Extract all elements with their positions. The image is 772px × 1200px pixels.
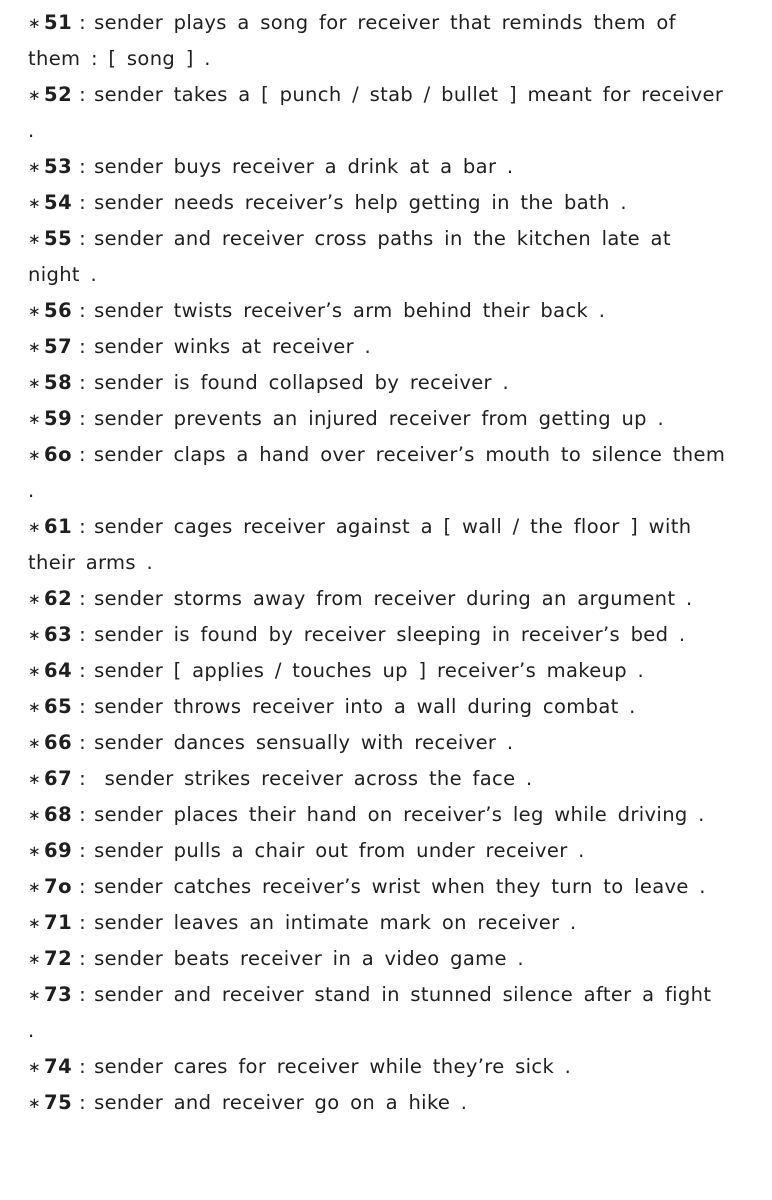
- item-number: 75: [44, 1091, 73, 1114]
- item-text: sender beats receiver in a video game .: [94, 947, 524, 970]
- item-colon: :: [79, 335, 87, 358]
- item-number: 65: [44, 695, 73, 718]
- asterisk-bullet-icon: ∗: [28, 626, 41, 644]
- item-text: sender needs receiver’s help getting in the bath .: [94, 191, 627, 214]
- asterisk-bullet-icon: ∗: [28, 662, 41, 680]
- asterisk-bullet-icon: ∗: [28, 446, 41, 464]
- list-item: [28, 509, 728, 581]
- item-number: 69: [44, 839, 73, 862]
- list-item: [28, 185, 728, 221]
- item-colon: :: [79, 227, 87, 250]
- list-item: [28, 1085, 728, 1121]
- item-number: 68: [44, 803, 73, 826]
- list-item: [28, 761, 728, 797]
- item-text: sender is found by receiver sleeping in receiver’s bed .: [94, 623, 686, 646]
- item-text: sender claps a hand over receiver’s mouth to silence them .: [28, 443, 726, 502]
- asterisk-bullet-icon: ∗: [28, 914, 41, 932]
- asterisk-bullet-icon: ∗: [28, 230, 41, 248]
- item-text: sender and receiver stand in stunned silence after a fight .: [28, 983, 712, 1042]
- list-item: [28, 833, 728, 869]
- asterisk-bullet-icon: ∗: [28, 374, 41, 392]
- asterisk-bullet-icon: ∗: [28, 194, 41, 212]
- list-item: [28, 401, 728, 437]
- asterisk-bullet-icon: ∗: [28, 410, 41, 428]
- item-text: sender places their hand on receiver’s leg while driving .: [94, 803, 705, 826]
- item-number: 58: [44, 371, 73, 394]
- item-text: sender throws receiver into a wall during combat .: [94, 695, 636, 718]
- item-text: sender prevents an injured receiver from getting up .: [94, 407, 665, 430]
- item-colon: :: [79, 983, 87, 1006]
- list-item: [28, 653, 728, 689]
- asterisk-bullet-icon: ∗: [28, 950, 41, 968]
- item-number: 57: [44, 335, 73, 358]
- item-text: sender leaves an intimate mark on receiver .: [94, 911, 577, 934]
- item-text: sender is found collapsed by receiver .: [94, 371, 510, 394]
- list-item: [28, 725, 728, 761]
- asterisk-bullet-icon: ∗: [28, 518, 41, 536]
- asterisk-bullet-icon: ∗: [28, 590, 41, 608]
- item-colon: :: [79, 191, 87, 214]
- asterisk-bullet-icon: ∗: [28, 338, 41, 356]
- item-text: sender and receiver go on a hike .: [94, 1091, 468, 1114]
- list-item: [28, 689, 728, 725]
- item-number: 51: [44, 11, 73, 34]
- item-colon: :: [78, 443, 86, 466]
- item-colon: :: [79, 515, 87, 538]
- asterisk-bullet-icon: ∗: [28, 734, 41, 752]
- item-number: 64: [44, 659, 73, 682]
- item-text: sender dances sensually with receiver .: [94, 731, 514, 754]
- item-number: 7o: [44, 875, 72, 898]
- list-item: [28, 293, 728, 329]
- item-number: 54: [44, 191, 73, 214]
- list-item: [28, 5, 728, 77]
- item-colon: :: [79, 371, 87, 394]
- list-item: [28, 149, 728, 185]
- asterisk-bullet-icon: ∗: [28, 86, 41, 104]
- item-number: 52: [44, 83, 73, 106]
- list-item: [28, 617, 728, 653]
- item-number: 74: [44, 1055, 73, 1078]
- item-text: sender takes a [ punch / stab / bullet ] meant for receiver .: [28, 83, 724, 142]
- item-text: sender [ applies / touches up ] receiver’s makeup .: [94, 659, 645, 682]
- list-item: [28, 905, 728, 941]
- item-colon: :: [79, 803, 87, 826]
- asterisk-bullet-icon: ∗: [28, 806, 41, 824]
- item-colon: :: [79, 947, 87, 970]
- item-number: 62: [44, 587, 73, 610]
- item-text: sender pulls a chair out from under receiver .: [94, 839, 585, 862]
- item-text: sender buys receiver a drink at a bar .: [94, 155, 514, 178]
- item-colon: :: [79, 1055, 87, 1078]
- item-text: sender strikes receiver across the face .: [94, 767, 533, 790]
- item-text: sender catches receiver’s wrist when they turn to leave .: [93, 875, 706, 898]
- list-item: [28, 365, 728, 401]
- item-colon: :: [79, 407, 87, 430]
- list-item: [28, 1049, 728, 1085]
- list-item: [28, 77, 728, 149]
- item-number: 73: [44, 983, 73, 1006]
- item-colon: :: [79, 839, 87, 862]
- item-colon: :: [79, 911, 87, 934]
- asterisk-bullet-icon: ∗: [28, 842, 41, 860]
- list-item: [28, 977, 728, 1049]
- item-colon: :: [79, 623, 87, 646]
- item-colon: :: [79, 1091, 87, 1114]
- item-colon: :: [79, 587, 87, 610]
- item-colon: :: [79, 731, 87, 754]
- item-text: sender plays a song for receiver that reminds them of them : [ song ] .: [28, 11, 676, 70]
- asterisk-bullet-icon: ∗: [28, 14, 41, 32]
- item-number: 56: [44, 299, 73, 322]
- item-number: 72: [44, 947, 73, 970]
- list-item: [28, 329, 728, 365]
- list-item: [28, 797, 728, 833]
- list-item: [28, 869, 728, 905]
- item-colon: :: [79, 155, 87, 178]
- item-text: sender twists receiver’s arm behind their back .: [94, 299, 606, 322]
- item-number: 53: [44, 155, 73, 178]
- item-colon: :: [79, 83, 87, 106]
- item-colon: :: [79, 299, 87, 322]
- asterisk-bullet-icon: ∗: [28, 878, 41, 896]
- asterisk-bullet-icon: ∗: [28, 1058, 41, 1076]
- item-number: 61: [44, 515, 73, 538]
- item-colon: :: [79, 11, 87, 34]
- item-number: 71: [44, 911, 73, 934]
- item-text: sender cages receiver against a [ wall / the floor ] with their arms .: [28, 515, 692, 574]
- item-number: 66: [44, 731, 73, 754]
- asterisk-bullet-icon: ∗: [28, 302, 41, 320]
- item-text: sender winks at receiver .: [94, 335, 372, 358]
- item-colon: :: [79, 695, 87, 718]
- asterisk-bullet-icon: ∗: [28, 698, 41, 716]
- item-text: sender storms away from receiver during an argument .: [94, 587, 693, 610]
- item-text: sender and receiver cross paths in the kitchen late at night .: [28, 227, 671, 286]
- item-number: 55: [44, 227, 73, 250]
- list-item: [28, 941, 728, 977]
- item-colon: :: [79, 767, 87, 790]
- list-item: [28, 581, 728, 617]
- item-number: 67: [44, 767, 73, 790]
- asterisk-bullet-icon: ∗: [28, 986, 41, 1004]
- asterisk-bullet-icon: ∗: [28, 158, 41, 176]
- item-colon: :: [78, 875, 86, 898]
- item-number: 63: [44, 623, 73, 646]
- asterisk-bullet-icon: ∗: [28, 770, 41, 788]
- item-number: 6o: [44, 443, 72, 466]
- item-number: 59: [44, 407, 73, 430]
- item-colon: :: [79, 659, 87, 682]
- list-item: [28, 437, 728, 509]
- item-text: sender cares for receiver while they’re sick .: [94, 1055, 572, 1078]
- list-item: [28, 221, 728, 293]
- asterisk-bullet-icon: ∗: [28, 1094, 41, 1112]
